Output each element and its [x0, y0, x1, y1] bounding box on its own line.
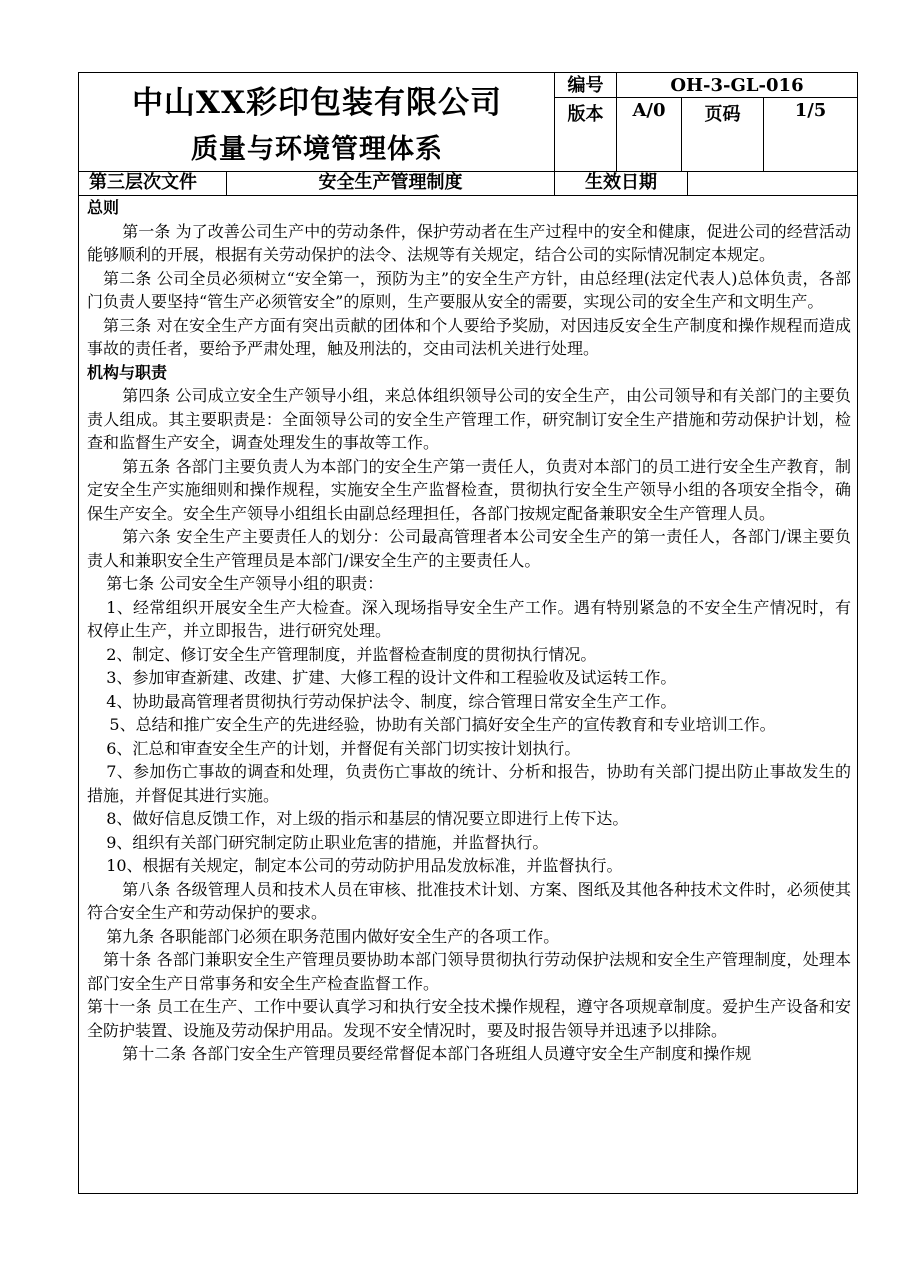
code-label: 编号: [555, 73, 617, 98]
version-value: A/0: [617, 98, 682, 171]
management-system: 质量与环境管理体系: [191, 134, 443, 165]
company-name: 中山XX彩印包装有限公司: [131, 85, 503, 121]
article-12: 第十二条 各部门安全生产管理员要经常督促本部门各班组人员遵守安全生产制度和操作规: [122, 1044, 752, 1063]
article-2: 第二条 公司全员必须树立“安全第一，预防为主”的安全生产方针，由总经理(法定代表人)总体负责，各部门负责人要坚持“管生产必须管安全”的原则，生产要服从安全的需要，实现公司的安全生产和文明生产。: [87, 268, 851, 311]
company-block: [79, 73, 555, 171]
duty-item: 3、参加审查新建、改建、扩建、大修工程的设计文件和工程验收及试运转工作。: [106, 668, 677, 687]
duty-item: 1、经常组织开展安全生产大检查。深入现场指导安全生产工作。遇有特别紧急的不安全生产情况时，有权停止生产，并立即报告，进行研究处理。: [87, 597, 851, 640]
duty-item: 6、汇总和审查安全生产的计划，并督促有关部门切实按计划执行。: [106, 738, 581, 758]
document-level: 第三层次文件: [79, 171, 227, 195]
duty-item: 8、做好信息反馈工作，对上级的指示和基层的情况要立即进行上传下达。: [106, 809, 629, 828]
duty-item: 4、协助最高管理者贯彻执行劳动保护法令、制度，综合管理日常安全生产工作。: [106, 691, 677, 711]
article-8: 第八条 各级管理人员和技术人员在审核、批准技术计划、方案、图纸及其他各种技术文件时，必须使其符合安全生产和劳动保护的要求。: [87, 879, 851, 922]
document-header: [79, 73, 857, 172]
document-subheader: [79, 171, 857, 196]
article-3: 第三条 对在安全生产方面有突出贡献的团体和个人要给予奖励，对因违反安全生产制度和操作规程而造成事故的责任者，要给予严肃处理，触及刑法的，交由司法机关进行处理。: [87, 315, 851, 358]
effective-date-value: [688, 171, 857, 195]
duty-item: 2、制定、修订安全生产管理制度，并监督检查制度的贯彻执行情况。: [106, 644, 597, 664]
document-title: 安全生产管理制度: [227, 171, 555, 195]
section-heading-general: 总则: [87, 198, 120, 217]
article-1: 第一条 为了改善公司生产中的劳动条件，保护劳动者在生产过程中的安全和健康，促进公司的经营活动能够顺利的开展，根据有关劳动保护的法令、法规等有关规定，结合公司的实际情况制定本规定。: [87, 221, 851, 264]
article-5: 第五条 各部门主要负责人为本部门的安全生产第一责任人，负责对本部门的员工进行安全生产教育，制定安全生产实施细则和操作规程，实施安全生产监督检查，贯彻执行安全生产领导小组的各项安全指令，确保生产安全。安全生产领导小组组长由副总经理担任，各部门按规定配备兼职安全生产管理人员。: [87, 456, 851, 523]
article-4: 第四条 公司成立安全生产领导小组，来总体组织领导公司的安全生产，由公司领导和有关部门的主要负责人组成。其主要职责是：全面领导公司的安全生产管理工作，研究制订安全生产措施和劳动保护计划，检查和监督生产安全，调查处理发生的事故等工作。: [87, 386, 851, 452]
article-10: 第十条 各部门兼职安全生产管理员要协助本部门领导贯彻执行劳动保护法规和安全生产管理制度，处理本部门安全生产日常事务和安全生产检查监督工作。: [87, 950, 851, 993]
duty-item: 7、参加伤亡事故的调查和处理，负责伤亡事故的统计、分析和报告，协助有关部门提出防止事故发生的措施，并督促其进行实施。: [87, 762, 851, 805]
code-value: OH-3-GL-016: [617, 73, 857, 98]
article-7: 第七条 公司安全生产领导小组的职责：: [106, 574, 384, 593]
meta-block: [555, 73, 857, 171]
duty-item: 5、总结和推广安全生产的先进经验，协助有关部门搞好安全生产的宣传教育和专业培训工作。: [109, 715, 776, 734]
duty-item: 9、组织有关部门研究制定防止职业危害的措施，并监督执行。: [106, 832, 549, 852]
article-11: 第十一条 员工在生产、工作中要认真学习和执行安全技术操作规程，遵守各项规章制度。爱护生产设备和安全防护装置、设施及劳动保护用品。发现不安全情况时，要及时报告领导并迅速予以排除。: [87, 997, 851, 1040]
section-heading-org: 机构与职责: [87, 362, 168, 382]
article-6: 第六条 安全生产主要责任人的划分：公司最高管理者本公司安全生产的第一责任人，各部门/课主要负责人和兼职安全生产管理员是本部门/课安全生产的主要责任人。: [87, 527, 851, 570]
document-body: [87, 196, 851, 1066]
document-frame: [78, 72, 858, 1194]
article-9: 第九条 各职能部门必须在职务范围内做好安全生产的各项工作。: [106, 926, 560, 946]
effective-date-label: 生效日期: [555, 171, 688, 195]
duty-item: 10、根据有关规定，制定本公司的劳动防护用品发放标准，并监督执行。: [106, 856, 623, 875]
page-value: 1/5: [794, 100, 827, 121]
page-label: 页码: [682, 98, 764, 171]
version-label: 版本: [555, 98, 617, 171]
